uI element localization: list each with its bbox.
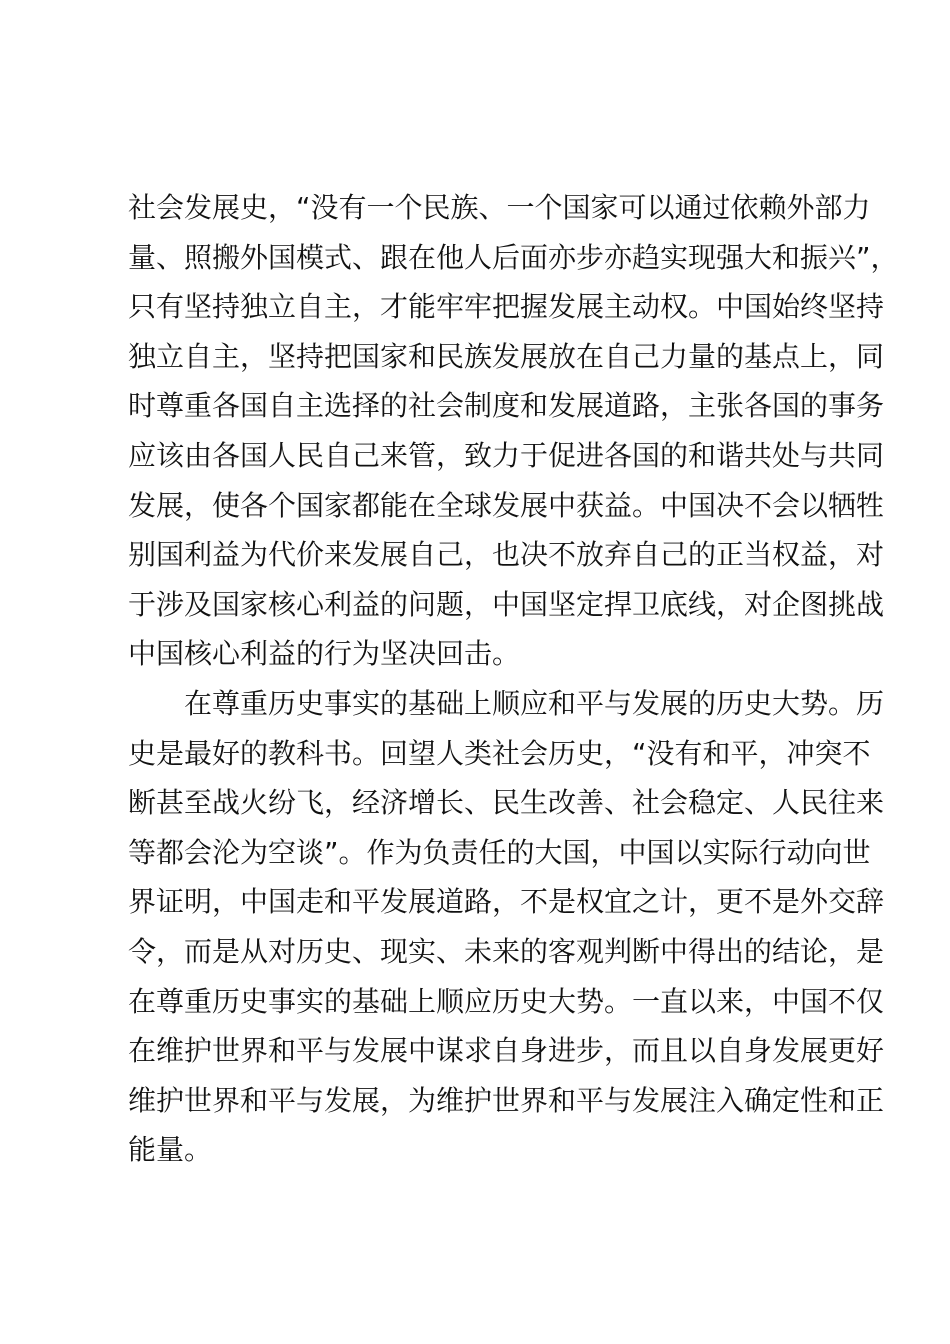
paragraph-1 (128, 183, 899, 679)
text-line: 界证明，中国走和平发展道路，不是权宜之计，更不是外交辞 (128, 885, 885, 919)
text-line: 维护世界和平与发展，为维护世界和平与发展注入确定性和正 (128, 1083, 885, 1117)
text-line: 时尊重各国自主选择的社会制度和发展道路，主张各国的事务 (128, 389, 885, 423)
text-line: 令，而是从对历史、现实、未来的客观判断中得出的结论，是 (128, 934, 885, 968)
text-line: 等都会沦为空谈”。作为负责任的大国，中国以实际行动向世 (128, 835, 871, 869)
text-line: 别国利益为代价来发展自己，也决不放弃自己的正当权益，对 (128, 538, 885, 572)
text-line: 应该由各国人民自己来管，致力于促进各国的和谐共处与共同 (128, 438, 885, 472)
text-line: 于涉及国家核心利益的问题，中国坚定捍卫底线，对企图挑战 (128, 587, 885, 621)
text-line: 中国核心利益的行为坚决回击。 (128, 637, 521, 671)
text-line: 独立自主，坚持把国家和民族发展放在自己力量的基点上，同 (128, 339, 885, 373)
text-line: 断甚至战火纷飞，经济增长、民生改善、社会稳定、人民往来 (128, 786, 885, 820)
paragraph-2 (128, 679, 885, 1175)
text-line: 能量。 (128, 1133, 213, 1167)
document-body (128, 183, 899, 1175)
text-line: 只有坚持独立自主，才能牢牢把握发展主动权。中国始终坚持 (128, 290, 885, 324)
text-line: 在维护世界和平与发展中谋求自身进步，而且以自身发展更好 (128, 1034, 885, 1068)
text-line: 社会发展史，“没有一个民族、一个国家可以通过依赖外部力 (128, 191, 871, 224)
text-line: 发展，使各个国家都能在全球发展中获益。中国决不会以牺牲 (128, 488, 885, 522)
text-line-indented: 在尊重历史事实的基础上顺应和平与发展的历史大势。历 (184, 686, 885, 720)
text-line: 史是最好的教科书。回望人类社会历史，“没有和平，冲突不 (128, 736, 871, 770)
text-line: 量、照搬外国模式、跟在他人后面亦步亦趋实现强大和振兴”， (128, 240, 899, 274)
text-line: 在尊重历史事实的基础上顺应历史大势。一直以来，中国不仅 (128, 984, 885, 1018)
